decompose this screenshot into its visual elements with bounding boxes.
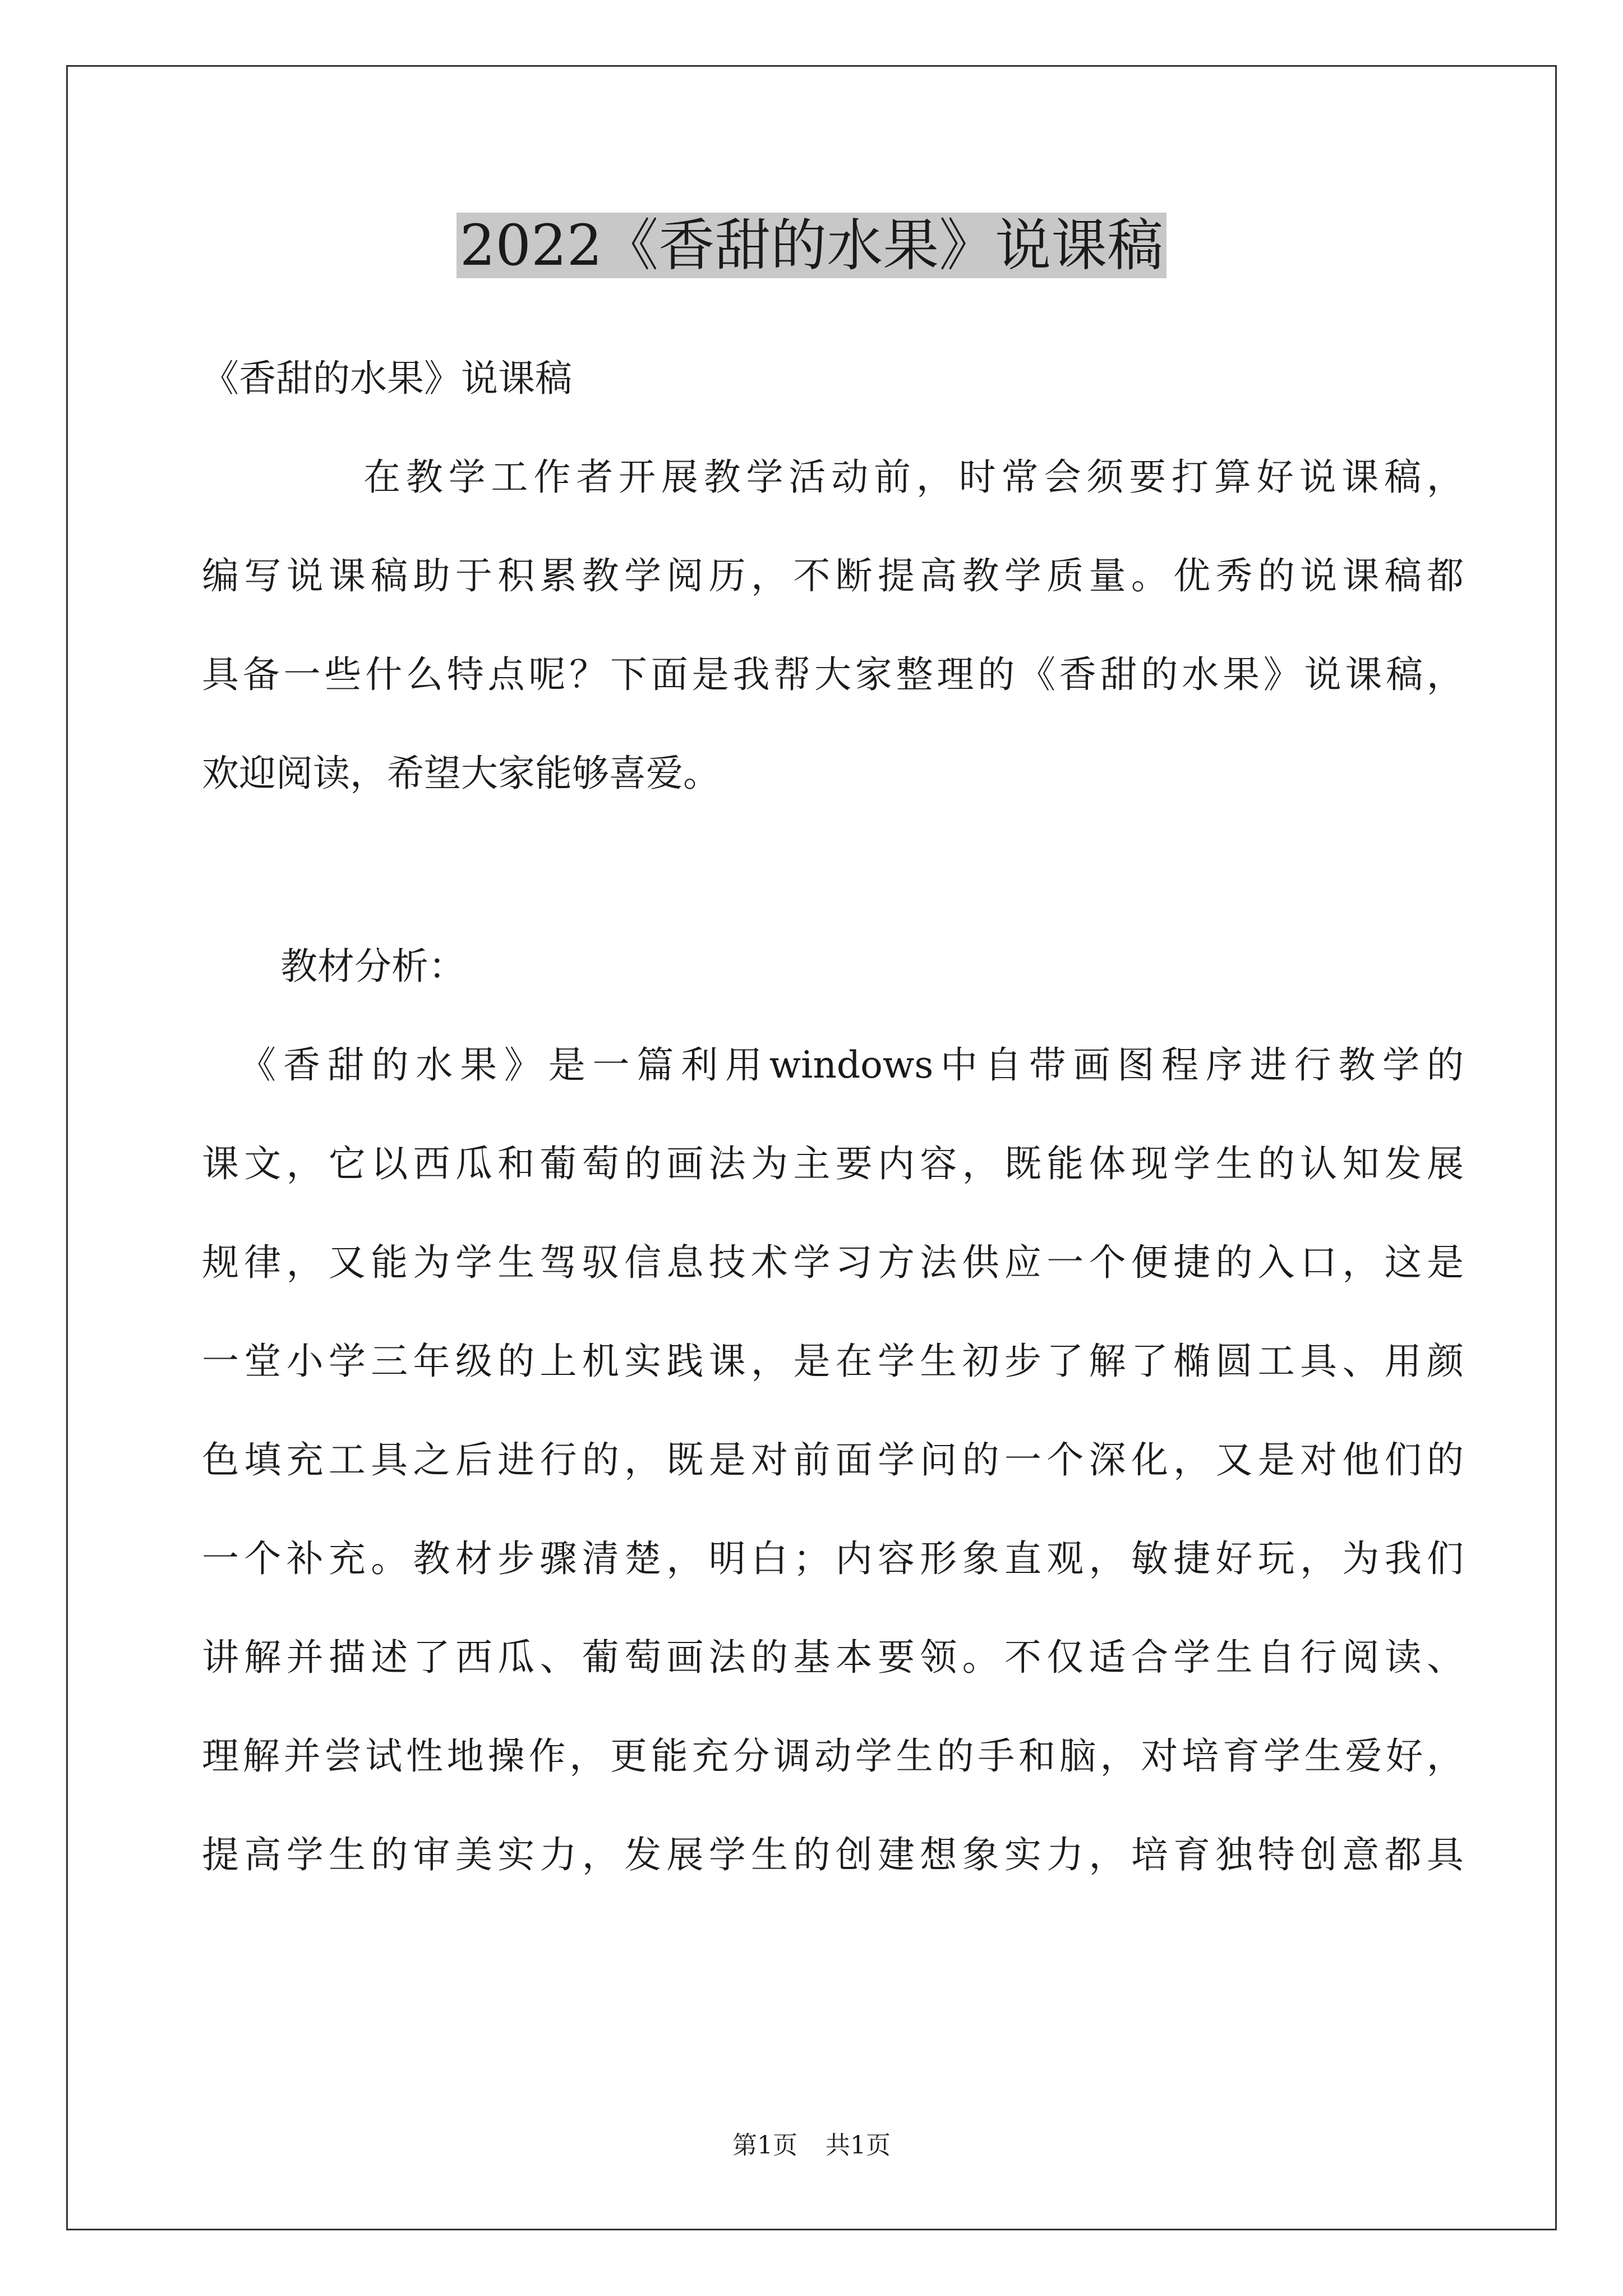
document-title-text: 2022《香甜的水果》说课稿 bbox=[457, 213, 1167, 278]
section-heading: 教材分析： bbox=[280, 945, 465, 988]
body-line-6: 一个补充。教材步骤清楚，明白；内容形象直观，敏捷好玩，为我们 bbox=[202, 1537, 1464, 1580]
intro-line-4: 欢迎阅读，希望大家能够喜爱。 bbox=[202, 752, 720, 795]
document-title bbox=[0, 206, 1623, 285]
intro-line-3: 具备一些什么特点呢？下面是我帮大家整理的《香甜的水果》说课稿， bbox=[202, 653, 1464, 696]
body-line-5: 色填充工具之后进行的，既是对前面学问的一个深化，又是对他们的 bbox=[202, 1438, 1464, 1481]
body-line-4: 一堂小学三年级的上机实践课，是在学生初步了解了椭圆工具、用颜 bbox=[202, 1340, 1464, 1383]
document-body bbox=[202, 339, 1464, 1915]
page-number: 第1页 bbox=[732, 2131, 797, 2160]
intro-line-2: 编写说课稿助于积累教学阅历，不断提高教学质量。优秀的说课稿都 bbox=[202, 554, 1464, 597]
body-line-9: 提高学生的审美实力，发展学生的创建想象实力，培育独特创意都具 bbox=[202, 1833, 1464, 1876]
paragraph-gap bbox=[202, 833, 1464, 927]
page-footer bbox=[0, 2129, 1623, 2162]
body-line-8: 理解并尝试性地操作，更能充分调动学生的手和脑，对培育学生爱好， bbox=[202, 1734, 1464, 1778]
body-line-2: 课文，它以西瓜和葡萄的画法为主要内容，既能体现学生的认知发展 bbox=[202, 1142, 1464, 1185]
body-line-1: 《香甜的水果》是一篇利用windows中自带画图程序进行教学的 bbox=[239, 1043, 1464, 1087]
body-line-3: 规律，又能为学生驾驭信息技术学习方法供应一个便捷的入口，这是 bbox=[202, 1241, 1464, 1284]
intro-line-1: 在教学工作者开展教学活动前，时常会须要打算好说课稿， bbox=[363, 455, 1464, 499]
page-total: 共1页 bbox=[826, 2131, 891, 2160]
body-line-7: 讲解并描述了西瓜、葡萄画法的基本要领。不仅适合学生自行阅读、 bbox=[202, 1636, 1464, 1679]
subtitle: 《香甜的水果》说课稿 bbox=[202, 357, 572, 400]
